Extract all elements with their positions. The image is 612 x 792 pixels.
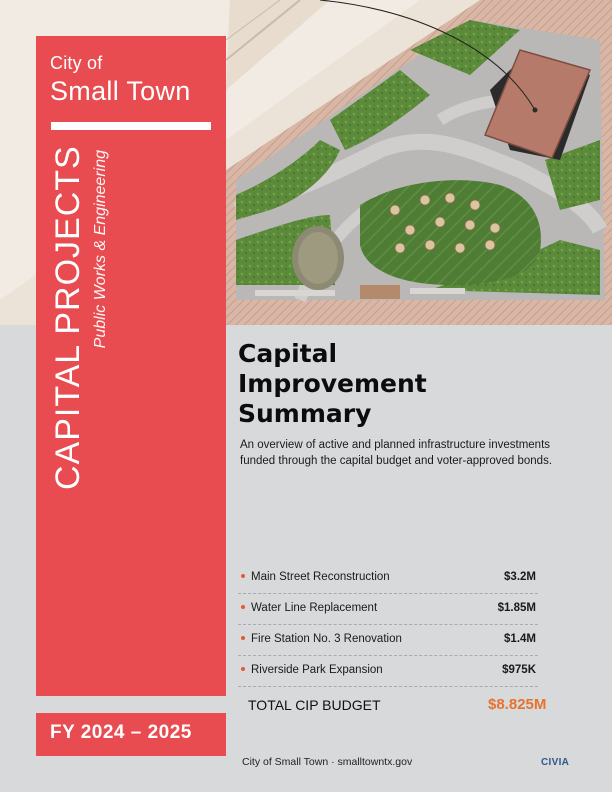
summary-title-line: Improvement [238,369,427,398]
vertical-subtitle: Public Works & Engineering [92,150,109,349]
city-name: Small Town [50,76,191,106]
project-amount: $1.85M [497,602,536,614]
total-label: TOTAL CIP BUDGET [248,697,381,713]
project-name: Main Street Reconstruction [251,571,390,583]
fiscal-year: FY 2024 – 2025 [50,722,192,743]
vertical-title-block [48,145,118,490]
list-item [238,625,538,656]
project-amount: $975K [502,664,536,676]
divider-rule [51,122,211,130]
bullet-icon [241,574,245,578]
summary-title [238,339,598,429]
bullet-icon [241,667,245,671]
project-name: Riverside Park Expansion [251,664,383,676]
bullet-icon [241,636,245,640]
summary-title-line: Summary [238,399,372,428]
list-item [238,656,538,687]
project-name: Fire Station No. 3 Renovation [251,633,402,645]
city-of-label: City of [50,53,103,73]
project-list [238,563,538,687]
list-item [238,563,538,594]
project-amount: $1.4M [504,633,536,645]
civia-logo: CIVIA [541,757,570,768]
footer-text: City of Small Town · smalltowntx.gov [242,756,413,768]
list-item [238,594,538,625]
bullet-icon [241,605,245,609]
project-amount: $3.2M [504,571,536,583]
summary-description: An overview of active and planned infrastructure investments funded through the capital budget and voter-approved bonds. [240,439,553,467]
vertical-title: CAPITAL PROJECTS [49,145,87,490]
summary-title-line: Capital [238,339,338,368]
total-value: $8.825M [488,696,547,713]
project-name: Water Line Replacement [251,602,378,614]
